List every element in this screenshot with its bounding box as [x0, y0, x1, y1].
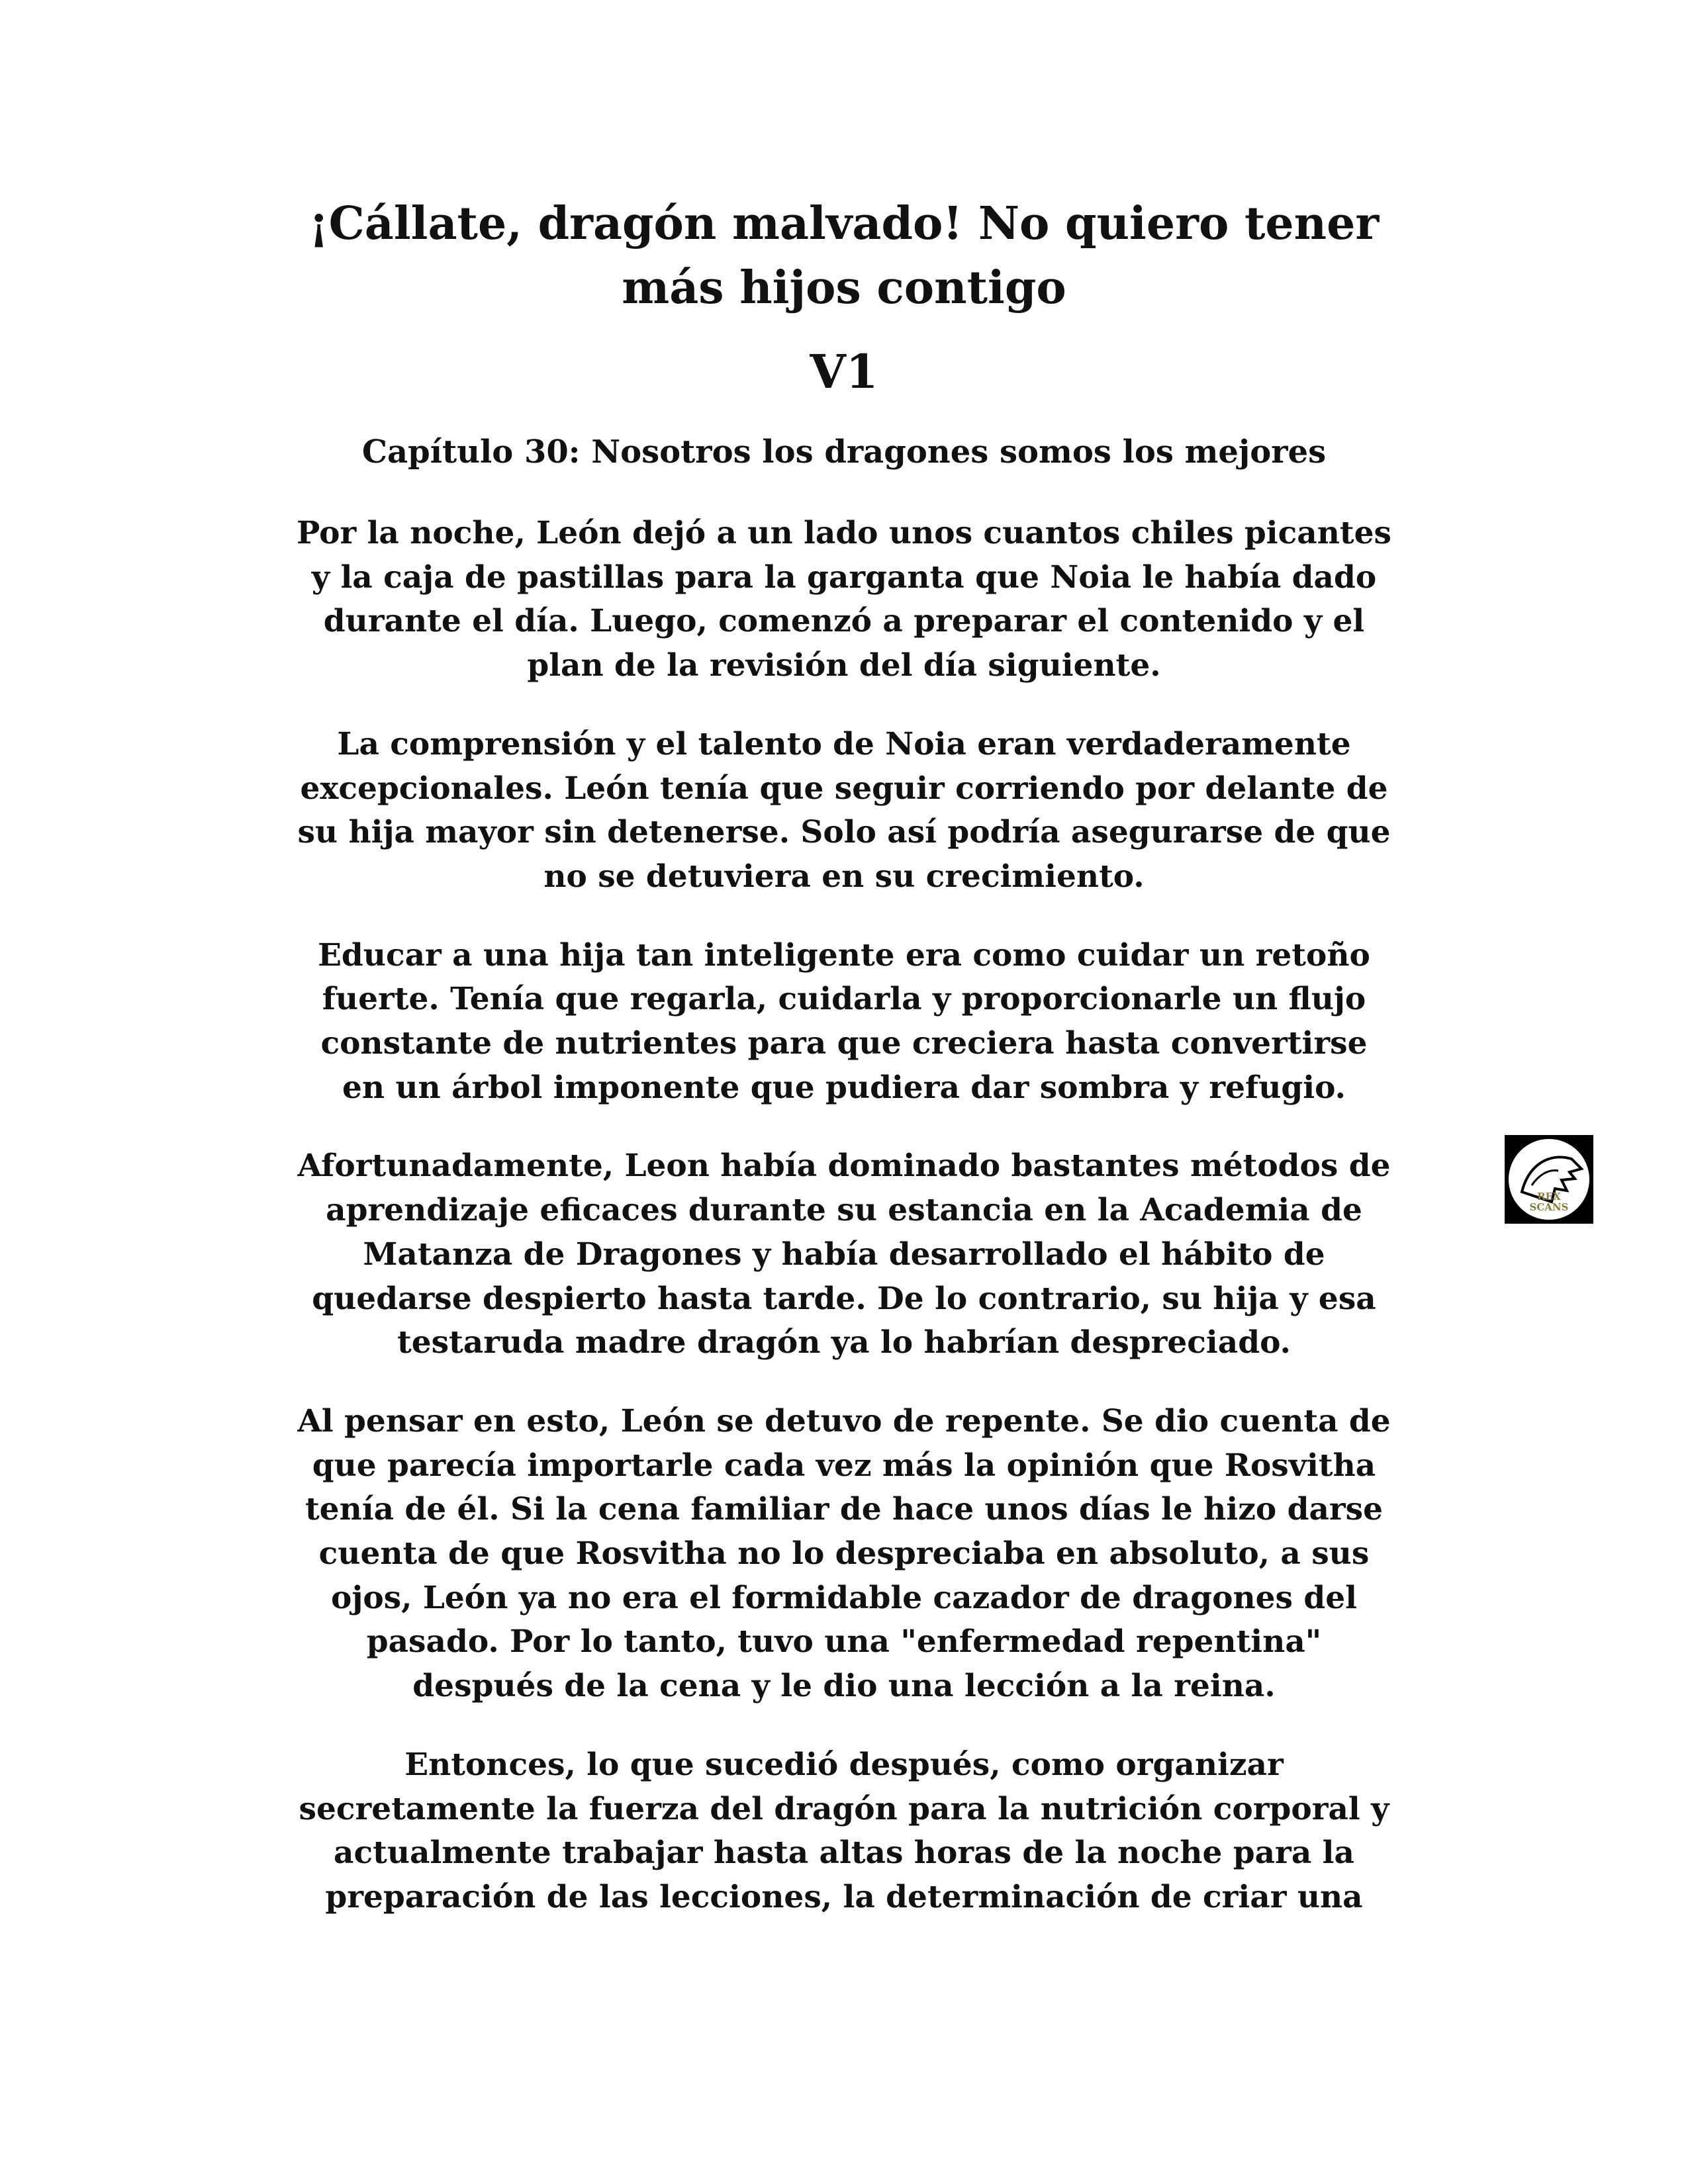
text-line: Afortunadamente, Leon había dominado bastantes métodos de	[297, 1148, 1391, 1185]
paragraph	[0, 1743, 1688, 1920]
text-line: testaruda madre dragón ya lo habrían despreciado.	[397, 1324, 1291, 1361]
text-line: preparación de las lecciones, la determinación de criar una	[325, 1878, 1363, 1915]
text-line: no se detuviera en su crecimiento.	[543, 858, 1145, 895]
document-title	[0, 192, 1688, 320]
text-line: Entonces, lo que sucedió después, como organizar	[404, 1746, 1284, 1783]
text-line: ojos, León ya no era el formidable cazador de dragones del	[330, 1579, 1358, 1616]
chapter-heading: Capítulo 30: Nosotros los dragones somos los mejores	[361, 433, 1327, 471]
text-line: quedarse despierto hasta tarde. De lo contrario, su hija y esa	[312, 1280, 1376, 1317]
body-text	[0, 512, 1688, 1954]
text-line: después de la cena y le dio una lección a la reina.	[412, 1668, 1276, 1705]
text-line: excepcionales. León tenía que seguir corriendo por delante de	[300, 770, 1388, 807]
logo-text-scans: SCANS	[1529, 1201, 1569, 1213]
text-line: Al pensar en esto, León se detuvo de repente. Se dio cuenta de	[297, 1402, 1391, 1439]
title-line: ¡Cállate, dragón malvado! No quiero tener	[308, 197, 1380, 250]
text-line: constante de nutrientes para que creciera hasta convertirse	[320, 1025, 1368, 1062]
text-line: plan de la revisión del día siguiente.	[527, 647, 1161, 684]
logo-text-rex: REX	[1537, 1191, 1561, 1203]
text-line: y la caja de pastillas para la garganta que Noia le había dado	[311, 559, 1377, 596]
text-line: Educar a una hija tan inteligente era como cuidar un retoño	[318, 936, 1370, 974]
paragraph	[0, 1144, 1688, 1365]
text-line: actualmente trabajar hasta altas horas de la noche para la	[334, 1835, 1354, 1872]
text-line: Por la noche, León dejó a un lado unos cuantos chiles picantes	[297, 515, 1391, 551]
volume-label: V1	[810, 344, 878, 399]
text-line: su hija mayor sin detenerse. Solo así podría asegurarse de que	[297, 814, 1391, 851]
paragraph	[0, 1400, 1688, 1709]
title-line: más hijos contigo	[622, 261, 1066, 314]
paragraph	[0, 512, 1688, 688]
rex-scans-logo-icon	[1505, 1135, 1593, 1224]
text-line: aprendizaje eficaces durante su estancia en la Academia de	[326, 1192, 1362, 1229]
text-line: secretamente la fuerza del dragón para la nutrición corporal y	[299, 1790, 1389, 1827]
paragraph	[0, 934, 1688, 1111]
text-line: cuenta de que Rosvitha no lo despreciaba en absoluto, a sus	[318, 1535, 1370, 1572]
text-line: Matanza de Dragones y había desarrollado el hábito de	[363, 1236, 1325, 1273]
text-line: en un árbol imponente que pudiera dar sombra y refugio.	[342, 1069, 1346, 1106]
text-line: que parecía importarle cada vez más la opinión que Rosvitha	[312, 1447, 1376, 1484]
text-line: tenía de él. Si la cena familiar de hace unos días le hizo darse	[305, 1491, 1383, 1528]
text-line: La comprensión y el talento de Noia eran verdaderamente	[337, 725, 1351, 762]
text-line: pasado. Por lo tanto, tuvo una "enfermedad repentina"	[366, 1623, 1322, 1661]
text-line: fuerte. Tenía que regarla, cuidarla y proporcionarle un flujo	[322, 981, 1366, 1018]
text-line: durante el día. Luego, comenzó a preparar el contenido y el	[323, 603, 1365, 640]
paragraph	[0, 723, 1688, 899]
